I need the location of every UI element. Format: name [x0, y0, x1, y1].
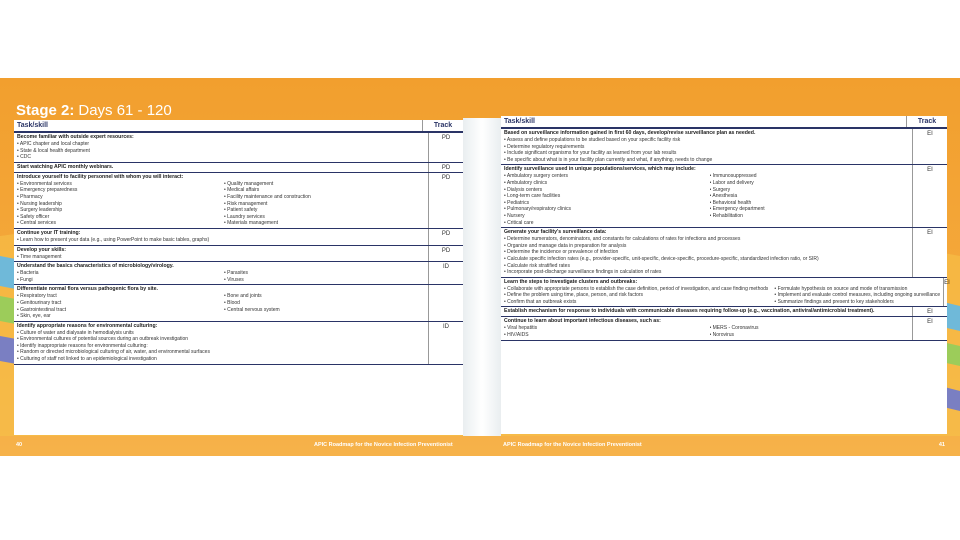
bullet-item: • Viruses [224, 277, 425, 284]
track-cell: EI [912, 165, 947, 227]
bullet-item: • Ambulatory clinics [504, 180, 704, 187]
task-cell [501, 165, 912, 227]
page-number: 41 [938, 442, 945, 448]
task-cell [501, 307, 912, 316]
track-cell: PD [428, 246, 463, 262]
left-table-body [14, 133, 463, 365]
task-cell [501, 228, 912, 277]
task-cell [14, 246, 428, 262]
bullet-list [17, 293, 425, 319]
bullet-list [504, 286, 940, 306]
bullet-item: • Medical affairs [224, 187, 425, 194]
document-spread [0, 78, 960, 456]
bullet-item: • Implement and evaluate control measures, including ongoing surveillance [774, 292, 940, 299]
track-cell: PD [428, 229, 463, 245]
bullet-item: • Genitourinary tract [17, 300, 218, 307]
bullet-item: • Safety officer [17, 214, 218, 221]
task-title: Start watching APIC monthly webinars. [17, 163, 114, 170]
bullet-item: • Quality management [224, 181, 425, 188]
task-cell [501, 129, 912, 164]
bullet-item: • Time management [17, 254, 425, 261]
task-cell [501, 278, 943, 307]
bullet-item: • Surgery [710, 187, 910, 194]
footer-title: APIC Roadmap for the Novice Infection Preventionist [503, 442, 642, 448]
bullet-item: • Parasites [224, 270, 425, 277]
bullet-item: • Determine regulatory requirements [504, 144, 909, 151]
task-cell [14, 163, 428, 172]
bullet-item: • Emergency department [710, 206, 910, 213]
bullet-item: • Emergency preparedness [17, 187, 218, 194]
task-title: Identify appropriate reasons for environmental culturing: [17, 322, 158, 329]
bullet-item: • Formulate hypothesis on source and mode of transmission [774, 286, 940, 293]
right-footer [501, 436, 947, 456]
bullet-item: • Risk management [224, 201, 425, 208]
table-row [14, 163, 463, 173]
bullet-item: • Identify inappropriate reasons for environmental culturing: [17, 343, 425, 350]
task-column-header: Task/skill [17, 122, 49, 129]
bullet-item: • Calculate specific infection rates (e.g., provider-specific, unit-specific, device-specific, procedure-specific, standardized infection ratio, or SIR) [504, 256, 909, 263]
bullet-item: • Confirm that an outbreak exists [504, 299, 768, 306]
bullet-item: • CDC [17, 154, 425, 161]
task-cell [14, 322, 428, 364]
table-row [501, 317, 947, 340]
bullet-item: • Rehabilitation [710, 213, 910, 220]
bullet-item: • Materials management [224, 220, 425, 227]
bullet-item: • Patient safety [224, 207, 425, 214]
bullet-item: • Dialysis centers [504, 187, 704, 194]
right-page [501, 116, 950, 434]
bullet-item: • Culturing of staff not linked to an epidemiological investigation [17, 356, 425, 363]
bullet-item: • Respiratory tract [17, 293, 218, 300]
bullet-item: • Learn how to present your data (e.g., using PowerPoint to make basic tables, graphs) [17, 237, 425, 244]
task-cell [14, 229, 428, 245]
bullet-item: • Bone and joints [224, 293, 425, 300]
bullet-item: • Gastrointestinal tract [17, 307, 218, 314]
track-cell: EI [912, 129, 947, 164]
right-table-body [501, 129, 950, 341]
bullet-item: • Determine the incidence or prevalence of infection [504, 249, 909, 256]
bullet-list [504, 236, 909, 276]
bullet-item: • Random or directed microbiological culturing of air, water, and environmental surfaces [17, 349, 425, 356]
bullet-item: • Collaborate with appropriate persons to establish the case definition, period of investigation, and case finding methods [504, 286, 768, 293]
bullet-item: • Pharmacy [17, 194, 218, 201]
task-title: Understand the basics characteristics of microbiology/virology. [17, 263, 174, 270]
bullet-item: • Summarize findings and present to key stakeholders [774, 299, 940, 306]
table-row [501, 129, 947, 165]
task-column-header: Task/skill [504, 118, 536, 125]
bullet-list [504, 137, 909, 163]
bullet-item: • Incorporate post-discharge surveillance findings in calculation of rates [504, 269, 909, 276]
stage-days: Days 61 - 120 [78, 102, 172, 119]
table-row [14, 285, 463, 321]
bullet-item: • Nursery [504, 213, 704, 220]
bullet-item: • Laundry services [224, 214, 425, 221]
task-title: Based on surveillance information gained in first 60 days, develop/revise surveillance plan as needed. [504, 130, 756, 136]
track-cell: ID [428, 322, 463, 364]
bullet-item: • Ambulatory surgery centers [504, 173, 704, 180]
stage-heading [16, 102, 172, 119]
bullet-item: • Immunosuppressed [710, 173, 910, 180]
bullet-item: • Pulmonary/respiratory clinics [504, 206, 704, 213]
bullet-item: • Pediatrics [504, 200, 704, 207]
track-cell: EI [943, 278, 950, 307]
bullet-list [17, 270, 425, 283]
task-title: Become familiar with outside expert resources: [17, 134, 134, 140]
bullet-item: • Nursing leadership [17, 201, 218, 208]
bullet-item: • HIV/AIDS [504, 332, 704, 339]
bullet-item: • Define the problem using time, place, person, and risk factors [504, 292, 768, 299]
bullet-item: • Calculate risk stratified rates [504, 263, 909, 270]
track-cell [428, 285, 463, 320]
bullet-list [17, 237, 425, 244]
bullet-list [504, 173, 909, 226]
bullet-item: • Anesthesia [710, 193, 910, 200]
track-column-header: Track [422, 120, 463, 131]
bullet-item: • Labor and delivery [710, 180, 910, 187]
bullet-item: • Behavioral health [710, 200, 910, 207]
table-row [501, 165, 947, 228]
task-cell [14, 173, 428, 228]
table-row [501, 307, 947, 317]
bullet-item: • Central nervous system [224, 307, 425, 314]
track-cell: PD [428, 163, 463, 172]
task-title: Differentiate normal flora versus pathogenic flora by site. [17, 286, 158, 293]
track-cell: ID [428, 262, 463, 284]
bullet-item: • Central services [17, 220, 218, 227]
bullet-item: • Skin, eye, ear [17, 313, 218, 320]
table-row [14, 262, 463, 285]
task-cell [14, 262, 428, 284]
track-cell: EI [912, 307, 947, 316]
task-cell [14, 285, 428, 320]
table-header [501, 116, 947, 129]
bullet-item: • Environmental services [17, 181, 218, 188]
track-cell: EI [912, 317, 947, 339]
task-title: Continue to learn about important infectious diseases, such as: [504, 318, 661, 325]
table-row [501, 278, 950, 308]
bullet-item: • Be specific about what is in your facility plan currently and what, if anything, needs to change [504, 157, 909, 164]
bullet-item: • Culture of water and dialysate in hemodialysis units [17, 330, 425, 337]
task-cell [501, 317, 912, 339]
bullet-list [17, 141, 425, 161]
bullet-item: • Organize and manage data in preparation for analysis [504, 243, 909, 250]
task-title: Generate your facility's surveillance data: [504, 229, 607, 236]
left-footer [14, 436, 463, 456]
bullet-item: • Blood [224, 300, 425, 307]
bullet-item: • MERS - Coronavirus [710, 325, 910, 332]
task-title: Continue your IT training: [17, 229, 81, 236]
bullet-list [504, 325, 909, 338]
bullet-item: • Facility maintenance and construction [224, 194, 425, 201]
track-column-header: Track [906, 116, 947, 127]
table-row [14, 229, 463, 246]
table-header [14, 120, 463, 133]
bullet-item: • Fungi [17, 277, 218, 284]
table-row [14, 133, 463, 163]
task-title: Identify surveillance used in unique populations/services, which may include: [504, 166, 696, 173]
bullet-item: • Assess and define populations to be studied based on your specific facility risk [504, 137, 909, 144]
bullet-item: • Norovirus [710, 332, 910, 339]
track-cell: PD [428, 173, 463, 228]
bullet-list [17, 181, 425, 227]
bullet-list [17, 254, 425, 261]
bullet-item: • APIC chapter and local chapter [17, 141, 425, 148]
bullet-item: • Include significant organisms for your facility as learned from your lab results [504, 150, 909, 157]
task-cell [14, 133, 428, 162]
table-row [14, 246, 463, 263]
bullet-item: • Bacteria [17, 270, 218, 277]
bullet-item: • Viral hepatitis [504, 325, 704, 332]
task-title: Introduce yourself to facility personnel with whom you will interact: [17, 173, 184, 180]
task-title: Develop your skills: [17, 246, 67, 253]
table-row [501, 228, 947, 278]
bullet-item: • Environmental cultures of potential sources during an outbreak investigation [17, 336, 425, 343]
bullet-item: • State & local health department [17, 148, 425, 155]
page-number: 40 [16, 442, 23, 448]
left-page [14, 120, 463, 435]
task-title: Establish mechanism for response to individuals with communicable diseases requiring follow-up (e.g., vaccination, antiviral/antimicrobial treatment). [504, 308, 875, 315]
table-row [14, 173, 463, 229]
stage-label: Stage 2: [16, 102, 75, 119]
bullet-item: • Long-term care facilities [504, 193, 704, 200]
page-gutter [463, 118, 501, 436]
table-row [14, 322, 463, 365]
bullet-item: • Surgery leadership [17, 207, 218, 214]
task-title: Learn the steps to investigate clusters and outbreaks: [504, 278, 638, 285]
track-cell: PD [428, 133, 463, 162]
track-cell: EI [912, 228, 947, 277]
bullet-item: • Critical care [504, 220, 704, 227]
bullet-item: • Determine numerators, denominators, and constants for calculations of rates for infections and processes [504, 236, 909, 243]
bullet-list [17, 330, 425, 363]
footer-title: APIC Roadmap for the Novice Infection Preventionist [314, 442, 453, 448]
